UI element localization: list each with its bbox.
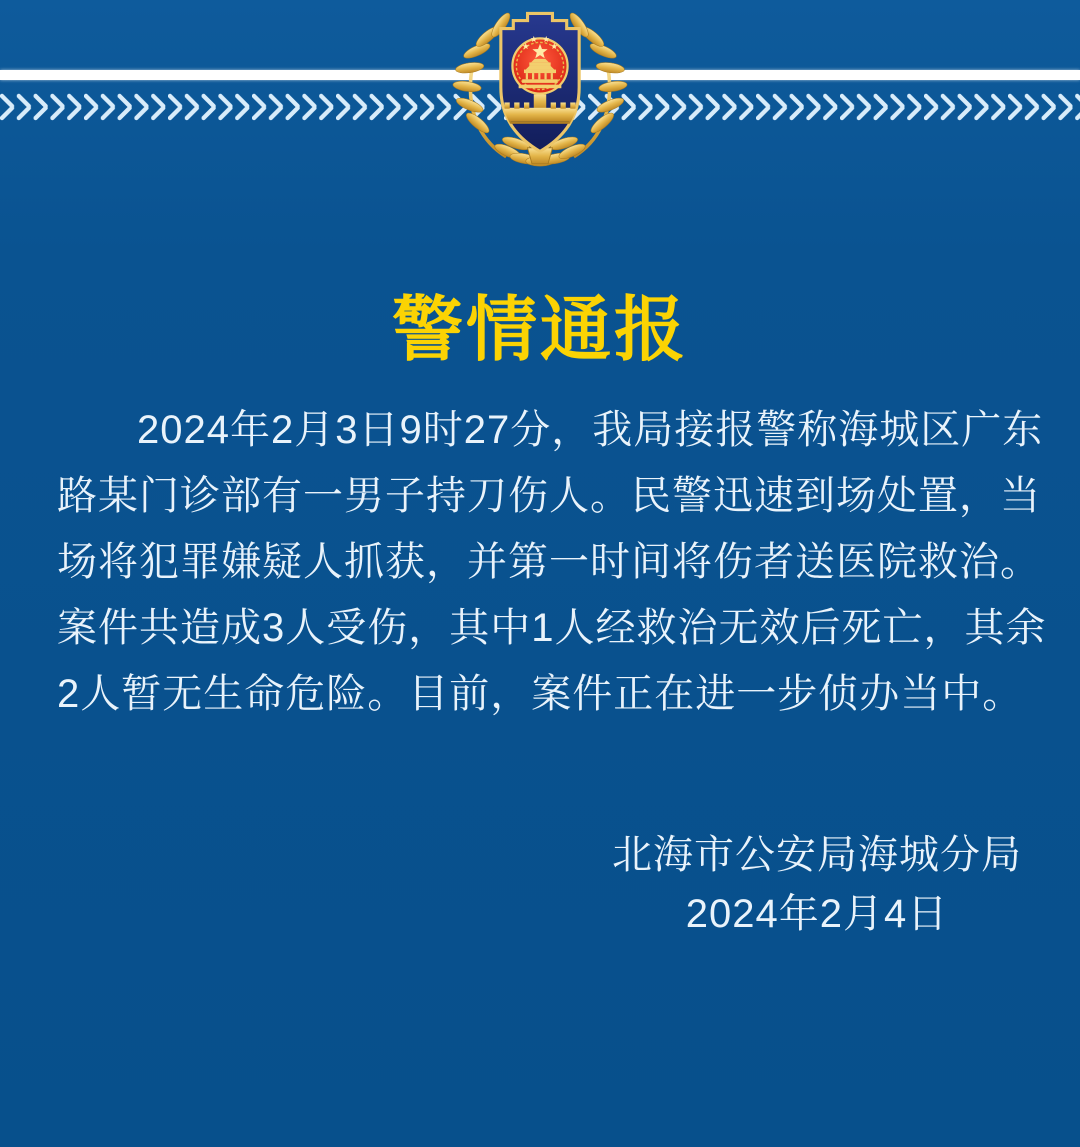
body-line: 2024年2月3日9时27分，我局接报警称海城区广东 (137, 408, 1044, 452)
body-line: 路某门诊部有一男子持刀伤人。民警迅速到场处置，当 (57, 474, 1041, 518)
body-line: 场将犯罪嫌疑人抓获，并第一时间将伤者送医院救治。 (57, 540, 1041, 584)
notice-title: 警情通报 (391, 290, 688, 370)
agency-name: 北海市公安局海城分局 (612, 833, 1022, 877)
notice-date: 2024年2月4日 (685, 892, 949, 936)
body-line: 2人暂无生命危险。目前，案件正在进一步侦办当中。 (57, 672, 1024, 716)
body-line: 案件共造成3人受伤，其中1人经救治无效后死亡，其余 (57, 606, 1047, 650)
signature-block (612, 826, 1022, 944)
notice-body (57, 397, 1047, 727)
police-badge-icon (451, 5, 629, 175)
